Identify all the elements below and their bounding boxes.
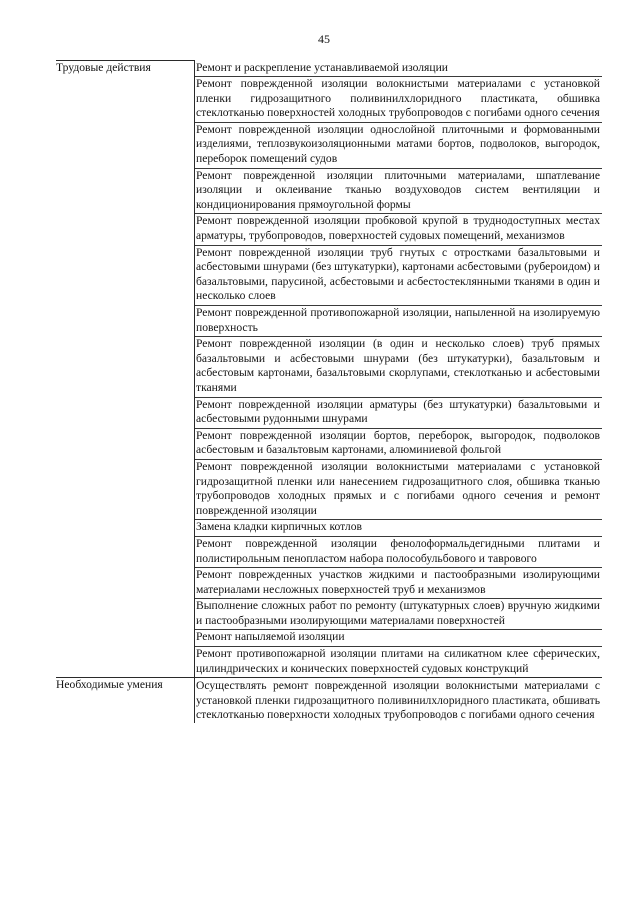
labor-action-item: Ремонт поврежденной изоляции плиточными материалами, шпатлевание изоляции и оклеивание тканью воздуховодов систем вентиляции и кондиционирования прямоугольной формы (195, 169, 602, 215)
labor-action-item: Ремонт напыляемой изоляции (195, 630, 602, 647)
labor-action-item: Ремонт поврежденной изоляции пробковой крупой в труднодоступных местах арматуры, трубопроводов, поверхностей судовых помещений, механизмов (195, 214, 602, 245)
labor-action-item: Замена кладки кирпичных котлов (195, 520, 602, 537)
labor-action-item: Ремонт и раскрепление устанавливаемой изоляции (195, 61, 602, 78)
labor-action-item: Ремонт поврежденной изоляции фенолоформальдегидными плитами и полистирольным пенопластом набора полособульбового и таврового (195, 537, 602, 568)
labor-action-item: Ремонт поврежденной изоляции однослойной плиточными и формованными изделиями, теплозвукоизоляционными матами бортов, подволоков, выгородок, переборок помещений судов (195, 123, 602, 169)
labor-action-item: Ремонт поврежденной изоляции бортов, переборок, выгородок, подволоков асбестовым и базальтовым картонами, алюминиевой фольгой (195, 429, 602, 460)
labor-action-item: Ремонт поврежденной изоляции волокнистыми материалами с установкой гидрозащитной пленки или нанесением гидрозащитного слоя, обшивка тканью трубопроводов холодных прямых и с погибами одного сечения и ремонт поврежденной изоляции (195, 460, 602, 520)
labor-actions-label: Трудовые действия (56, 61, 195, 678)
page-number: 45 (318, 32, 330, 46)
labor-action-item: Ремонт поврежденной изоляции волокнистыми материалами с установкой пленки гидрозащитного поливинилхлоридного пластиката, обшивка стеклотканью поверхностей холодных трубопроводов с погибами одного сечения (195, 77, 602, 123)
requirements-table (56, 60, 602, 723)
labor-action-item: Ремонт противопожарной изоляции плитами на силикатном клее сферических, цилиндрических и конических поверхностей судовых конструкций (196, 647, 600, 675)
labor-action-item: Ремонт поврежденной изоляции арматуры (без штукатурки) базальтовыми и асбестовыми рудонными шнурами (195, 398, 602, 429)
required-skill-item: Осуществлять ремонт поврежденной изоляции волокнистыми материалами с установкой пленки гидрозащитного поливинилхлоридного пластиката, обшивать стеклотканью поверхности холодных трубопроводов с погибами одного сечения (196, 679, 600, 722)
labor-actions-row (56, 61, 602, 678)
required-skills-row (56, 677, 602, 723)
required-skills-list (195, 677, 603, 723)
required-skills-label: Необходимые умения (56, 677, 195, 723)
labor-action-item: Ремонт поврежденных участков жидкими и пастообразными изолирующими материалами несложных поверхностей труб и механизмов (195, 568, 602, 599)
labor-action-item: Ремонт поврежденной противопожарной изоляции, напыленной на изолируемую поверхность (195, 306, 602, 337)
labor-action-item: Ремонт поврежденной изоляции (в один и несколько слоев) труб прямых базальтовыми и асбестовыми шнурами (без штукатурки), базальтовым и асбестовым картонами, базальтовыми скорлупами, стеклотканью и асбестовыми тканями (195, 337, 602, 397)
labor-actions-list (195, 61, 603, 678)
labor-action-item: Ремонт поврежденной изоляции труб гнутых с отростками базальтовыми и асбестовыми шнурами (без штукатурки), картонами асбестовыми (рубероидом) и базальтовыми, парусиной, асбестовыми и асбестостеклянными тканями в один и несколько слоев (195, 246, 602, 306)
labor-action-item: Выполнение сложных работ по ремонту (штукатурных слоев) вручную жидкими и пастообразными изолирующими материалами поверхностей (195, 599, 602, 630)
